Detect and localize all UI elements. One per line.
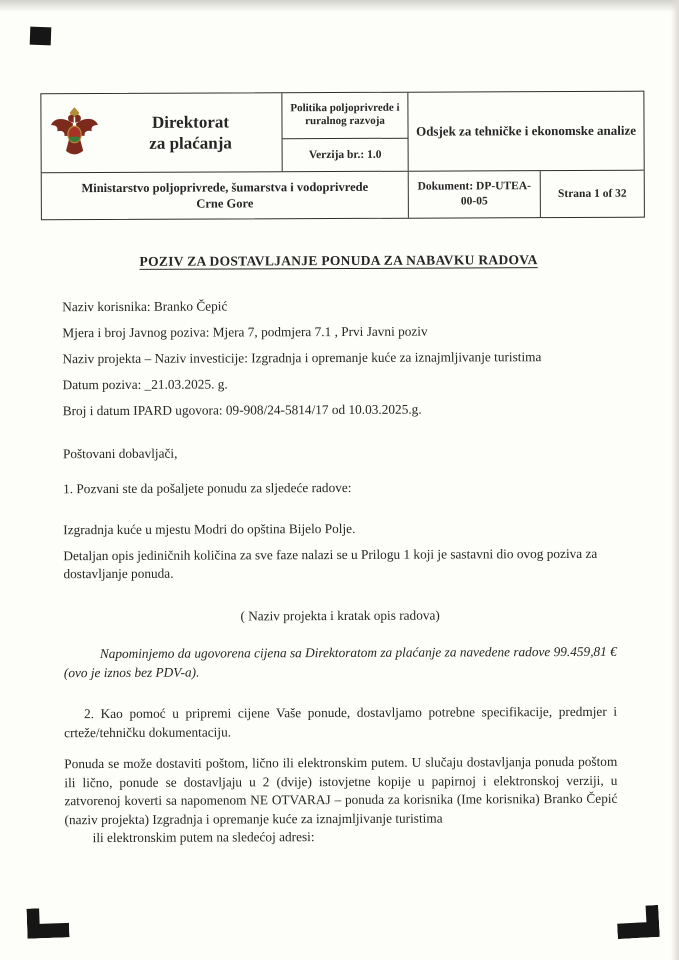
document-body — [0, 251, 679, 848]
works-location-line: Izgradnja kuće u mjestu Modri do opština Bijelo Polje. — [63, 520, 356, 538]
version-label: Verzija br.: 1.0 — [308, 148, 382, 161]
electronic-delivery-line: ili elektronskim putem na sledećoj adresi: — [92, 829, 315, 846]
scan-mark-bottom-right — [616, 905, 660, 939]
header-row-2 — [42, 170, 644, 220]
scan-mark-bottom-left — [26, 907, 69, 938]
document-title: POZIV ZA DOSTAVLJANJE PONUDA ZA NABAVKU RADOVA — [139, 252, 538, 269]
document-content — [0, 91, 679, 848]
field-datum-poziva: Datum poziva: _21.03.2025. g. — [62, 375, 228, 392]
ministry-label: Ministarstvo poljoprivrede, šumarstva i vodoprivrede Crne Gore — [81, 179, 369, 211]
department-label: Odsjek za tehničke i ekonomske analize — [407, 92, 643, 171]
numbered-item-2: 2. Kao pomoć u pripremi cijene Vaše ponude, dostavljamo potrebne specifikacije, predmjer i crteže/tehničku dokumentaciju. — [64, 703, 618, 740]
scan-mark-top-left — [30, 27, 52, 46]
delivery-paragraph: Ponuda se može dostaviti poštom, lično ili elektronskim putem. U slučaju dostavljanja ponuda poštom ili lično, ponude se dostavljaju u 2 (dvije) istovjetne kopije u papirnoj i elektronskoj verziji, u zatvorenoj koverti sa napomenom NE OTVARAJ – ponuda za korisnika (Ime korisnika) Branko Čepić (naziv projekta) Izgradnja i opremanje kuće za iznajmljivanje turistima — [64, 753, 618, 827]
field-mjera-broj-poziva: Mjera i broj Javnog poziva: Mjera 7, podmjera 7.1 , Prvi Javni poziv — [62, 323, 428, 340]
field-naziv-korisnika: Naziv korisnika: Branko Čepić — [62, 297, 228, 314]
field-naziv-projekta: Naziv projekta – Naziv investicije: Izgradnja i opremanje kuće za iznajmljivanje turistima — [62, 348, 542, 366]
project-caption-line: ( Naziv projekta i kratak opis radova) — [240, 607, 440, 623]
salutation-line: Poštovani dobavljači, — [62, 445, 178, 462]
header-table — [40, 91, 645, 221]
numbered-item-1: 1. Pozvani ste da pošaljete ponudu za sljedeće radove: — [63, 479, 352, 496]
field-ipard-ugovor: Broj i datum IPARD ugovora: 09-908/24-5814/17 od 10.03.2025.g. — [62, 401, 422, 418]
montenegro-coat-of-arms-icon — [49, 105, 99, 162]
directorate-title: Direktorat za plaćanja — [149, 112, 232, 153]
directorate-cell — [41, 93, 281, 172]
page-number-label: Strana 1 of 32 — [540, 171, 644, 217]
header-row-1 — [41, 92, 643, 173]
document-id-label: Dokument: DP-UTEA-00-05 — [408, 171, 540, 218]
contract-price-note: Napominjemo da ugovorena cijena sa Direktoratom za plaćanje za navedene radove 99.459,81 € (ovo je iznos bez PDV-a). — [63, 643, 617, 680]
works-detail-paragraph: Detaljan opis jediničnih količina za sve faze nalazi se u Prilogu 1 koji je sastavni dio ovog poziva za dostavljanje ponuda. — [63, 545, 598, 582]
policy-label: Politika poljoprivrede i ruralnog razvoja — [282, 93, 407, 139]
policy-version-cell — [281, 93, 407, 172]
scan-edge-top — [0, 0, 679, 12]
field-list — [62, 295, 616, 420]
